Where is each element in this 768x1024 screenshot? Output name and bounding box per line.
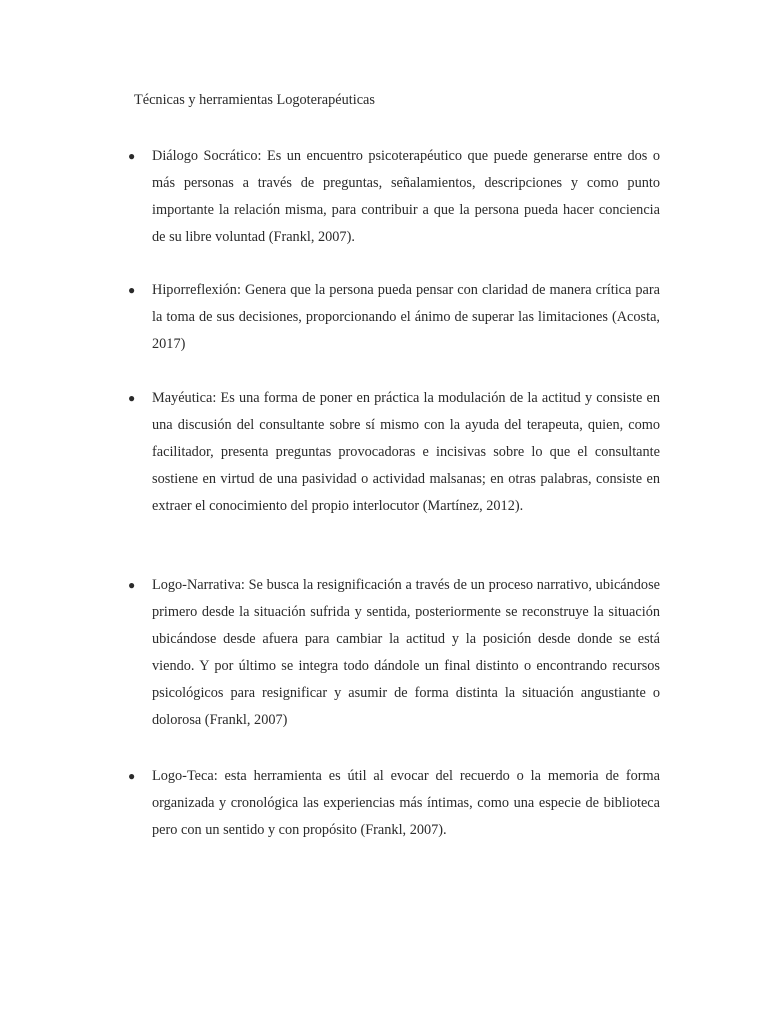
bullet-icon: ● [128,769,136,783]
bullet-icon: ● [128,391,136,405]
document-title: Técnicas y herramientas Logoterapéuticas [134,92,375,108]
list-item-logo-teca [128,763,660,844]
list-item-text: Logo-Narrativa: Se busca la resignificación a través de un proceso narrativo, ubicándose primero desde la situación sufrida y sentida, posteriormente se reconstruye la situación ubicándose desde afuera para cambiar la actitud y la posición desde donde se está viendo. Y por último se integra todo dándole un final distinto o encontrando recursos psicológicos para resignificar y asumir de forma distinta la situación angustiante o dolorosa (Frankl, 2007) [152,577,660,728]
list-item-text: Mayéutica: Es una forma de poner en práctica la modulación de la actitud y consiste en una discusión del consultante sobre sí mismo con la ayuda del terapeuta, quien, como facilitador, presenta preguntas provocadoras e incisivas sobre lo que el consultante sostiene en virtud de una pasividad o actividad malsanas; en otras palabras, consiste en extraer el conocimiento del propio interlocutor (Martínez, 2012). [152,390,660,514]
bullet-icon: ● [128,578,136,592]
bullet-icon: ● [128,283,136,297]
bullet-icon: ● [128,149,136,163]
list-item-text: Hiporreflexión: Genera que la persona pueda pensar con claridad de manera crítica para la toma de sus decisiones, proporcionando el ánimo de superar las limitaciones (Acosta, 2017) [152,282,660,352]
list-item-text: Diálogo Socrático: Es un encuentro psicoterapéutico que puede generarse entre dos o más personas a través de preguntas, señalamientos, descripciones y como punto importante la relación misma, para contribuir a que la persona pueda hacer conciencia de su libre voluntad (Frankl, 2007). [152,148,660,245]
list-item-dialogo-socratico [128,143,660,251]
list-item-logo-narrativa [128,572,660,734]
list-item-text: Logo-Teca: esta herramienta es útil al evocar del recuerdo o la memoria de forma organizada y cronológica las experiencias más íntimas, como una especie de biblioteca pero con un sentido y con propósito (Frankl, 2007). [152,768,660,838]
list-item-hiporreflexion [128,277,660,358]
list-item-mayeutica [128,385,660,520]
